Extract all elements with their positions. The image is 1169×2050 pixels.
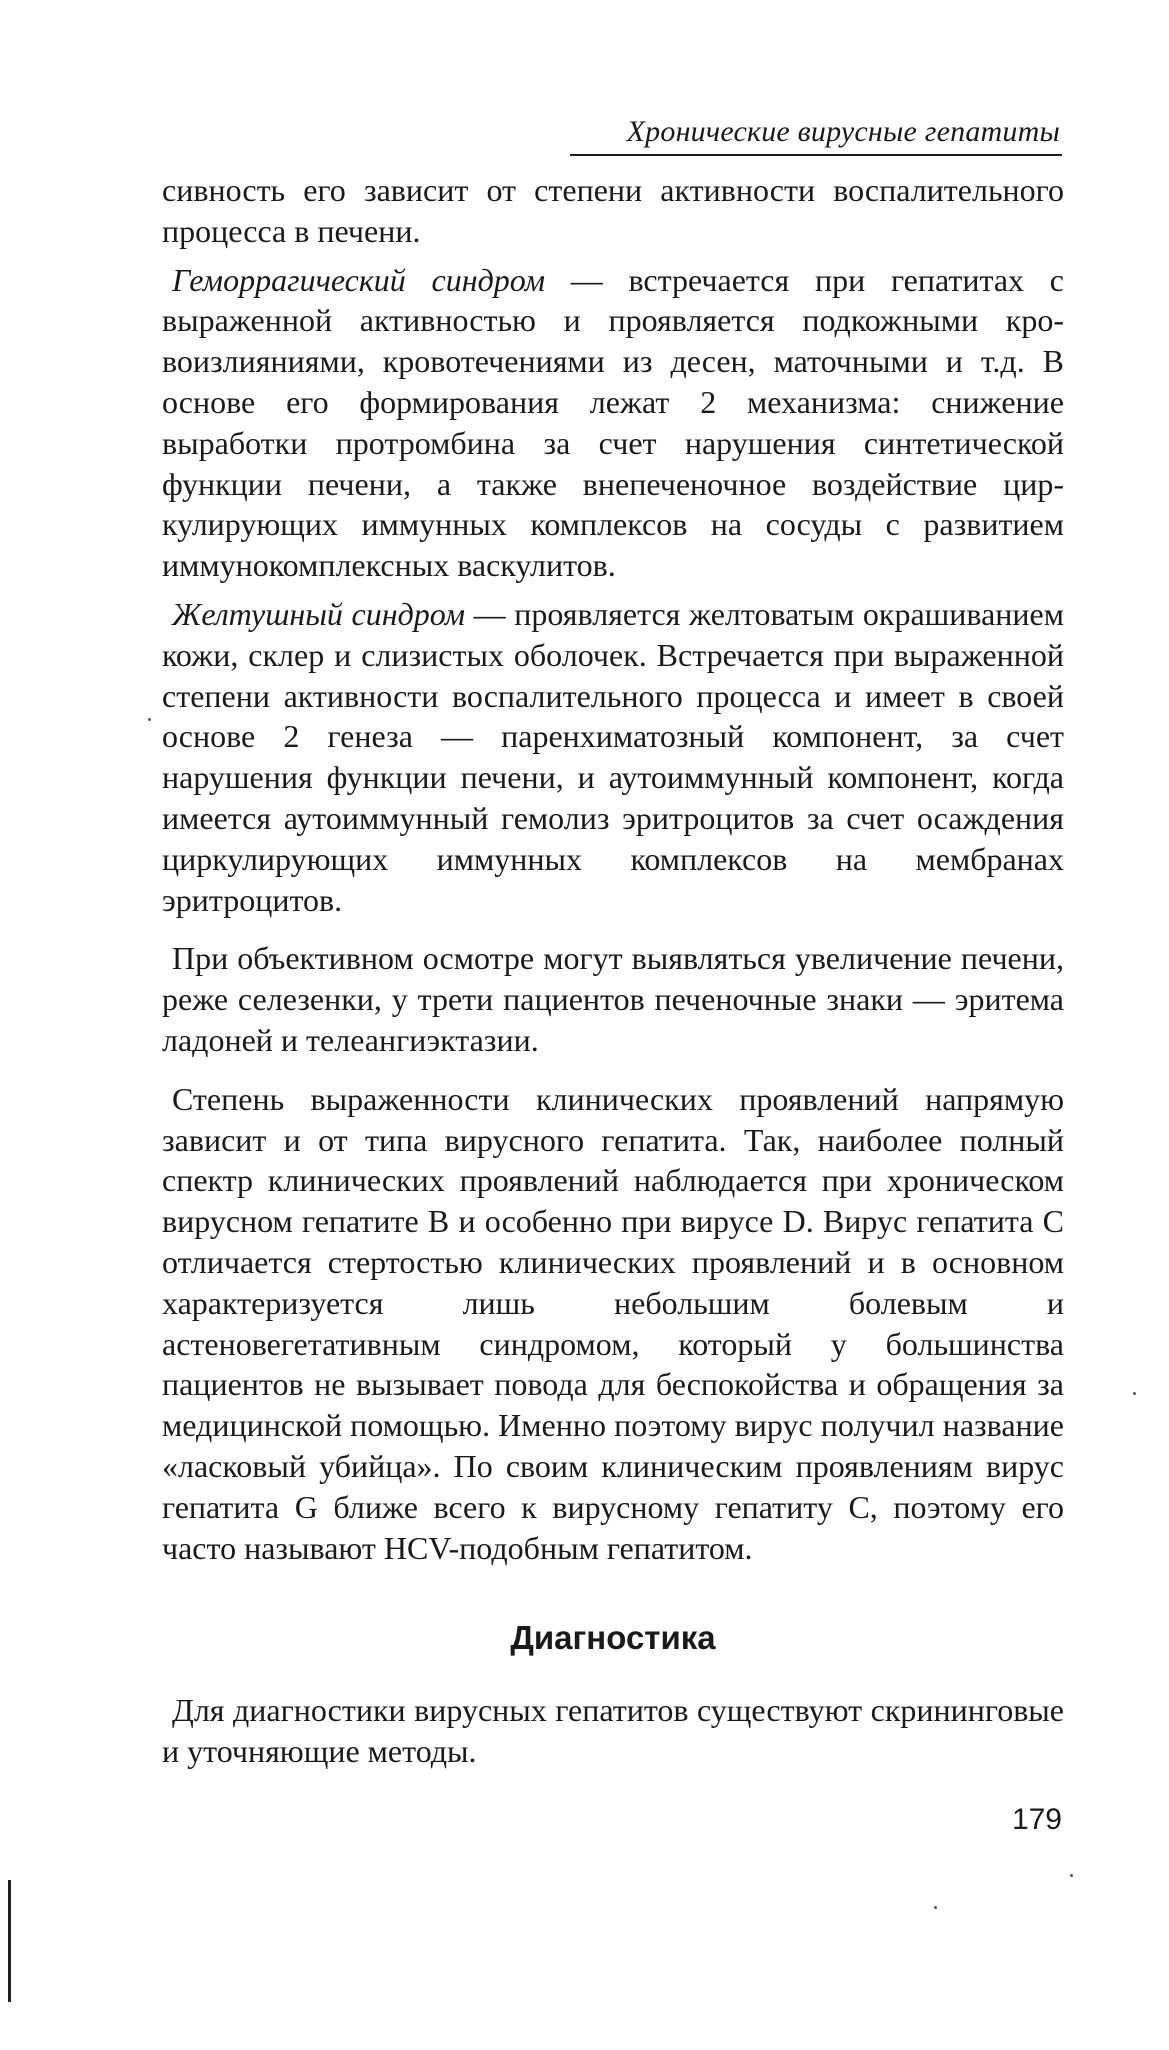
paragraph-hemorrhagic-syndrome — [162, 260, 1064, 586]
paragraph-jaundice-syndrome — [162, 594, 1064, 920]
paragraph-objective-exam: При объективном осмотре могут выявляться увеличение печени, реже селезенки, у трети пациентов печеночные знаки — эритема ладоней и телеангиэктазии. — [162, 940, 1064, 1058]
page-number: 179 — [1011, 1803, 1062, 1836]
scan-speck — [934, 1906, 937, 1909]
paragraph-text: — встречается при гепатитах с выраженной активностью и проявляется подкожными кровоизлияниями, кровотечениями из десен, маточными и т.д. В основе его формирования лежат 2 механизма: снижение выработки протромбина за счет нарушения синтетической функции печени, а также внепеченочное воздействие циркулирующих иммунных комплексов на сосуды с развитием иммунокомплексных васкулитов. — [162, 261, 1064, 584]
running-header: Хронические вирусные гепатиты — [626, 115, 1060, 148]
paragraph-continuation: сивность его зависит от степени активности воспалительного процесса в печени. — [162, 172, 1064, 249]
scan-speck — [1133, 1392, 1136, 1395]
section-heading: Диагностика — [510, 1619, 716, 1656]
scan-speck — [1070, 1874, 1073, 1877]
paragraph-diagnostics: Для диагностики вирусных гепатитов существуют скрининговые и уточняющие методы. — [162, 1692, 1064, 1769]
term-jaundice-syndrome: Желтушный синдром — [172, 595, 465, 632]
paragraph-clinical-severity: Степень выраженности клинических проявлений напрямую зависит и от типа вирусного гепатита. Так, наиболее полный спектр клинических проявлений наблюдается при хроническом вирусном гепатите В и особенно при вирусе D. Вирус гепатита С отличается стертостью клинических проявлений и в основном характеризуется лишь небольшим болевым и астеновегетативным синдромом, который у большинства пациентов не вызывает повода для беспокойства и обращения за медицинской помощью. Именно поэтому вирус получил название «ласковый убийца». По своим клиническим проявлениям вирус гепатита G ближе всего к вирусному гепатиту С, поэтому его часто называют HCV-подобным гепатитом. — [162, 1080, 1064, 1566]
term-hemorrhagic-syndrome: Геморрагический синдром — [172, 261, 545, 298]
body-text — [162, 170, 1064, 1568]
header-rule — [570, 154, 1062, 156]
paragraph-text: — проявляется желтоватым окрашиванием кожи, склер и слизистых оболочек. Встречается при выраженной степени активности воспалительного процесса и имеет в своей основе 2 генеза — паренхиматозный компонент, за счет нарушения функции печени, и аутоиммунный компонент, когда имеется аутоиммунный гемолиз эритроцитов за счет осаждения циркулирующих иммунных комплексов на мембранах эритроцитов. — [162, 595, 1064, 918]
scan-speck — [148, 718, 151, 721]
section-body — [162, 1690, 1064, 1772]
scan-margin-mark — [8, 1880, 11, 2002]
